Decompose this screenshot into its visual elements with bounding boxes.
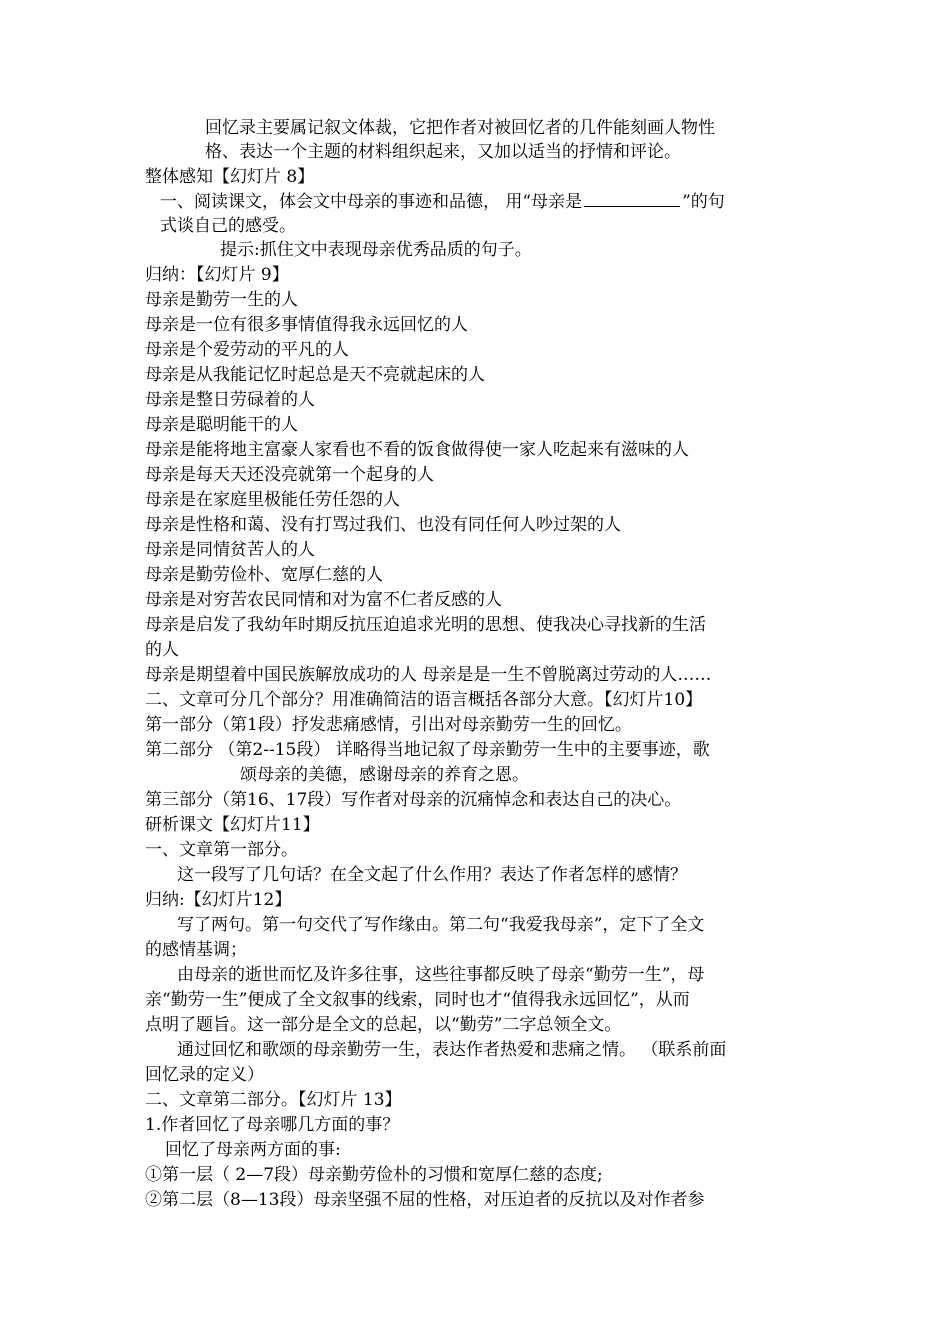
- list-item: 母亲是整日劳碌着的人: [145, 390, 315, 410]
- list-item: 母亲是启发了我幼年时期反抗压迫追求光明的思想、使我决心寻找新的生活: [145, 615, 706, 635]
- question-line: [160, 189, 725, 214]
- list-item-continued: 的人: [145, 640, 179, 660]
- layer-one: ①第一层（ 2—7段）母亲勤劳俭朴的习惯和宽厚仁慈的态度;: [145, 1165, 603, 1185]
- fill-blank: [584, 189, 680, 207]
- paragraph-line: 通过回忆和歌颂的母亲勤劳一生，表达作者热爱和悲痛之情。 （联系前面: [177, 1040, 727, 1060]
- paragraph-line: 由母亲的逝世而忆及许多往事，这些往事都反映了母亲“勤劳一生”，母: [177, 965, 705, 985]
- list-item: 母亲是勤劳俭朴、宽厚仁慈的人: [145, 565, 383, 585]
- part-two: 第二部分 （第2--15段） 详略得当地记叙了母亲勤劳一生中的主要事迹，歌: [145, 740, 710, 760]
- text-line: 格、表达一个主题的材料组织起来，又加以适当的抒情和评论。: [205, 142, 681, 162]
- list-item: 母亲是性格和蔼、没有打骂过我们、也没有同任何人吵过架的人: [145, 515, 621, 535]
- question-line: 这一段写了几句话？在全文起了什么作用？表达了作者怎样的感情？: [177, 865, 687, 885]
- text-line: 式谈自己的感受。: [160, 216, 296, 236]
- list-item: 母亲是从我能记忆时起总是天不亮就起床的人: [145, 365, 485, 385]
- part-two-continued: 颂母亲的美德，感谢母亲的养育之恩。: [240, 765, 529, 785]
- layer-two: ②第二层（8—13段）母亲坚强不屈的性格，对压迫者的反抗以及对作者参: [145, 1190, 705, 1210]
- question-heading: 二、文章可分几个部分？用准确简洁的语言概括各部分大意。【幻灯片10】: [145, 690, 703, 710]
- answer-line: 回忆了母亲两方面的事:: [165, 1140, 341, 1160]
- list-item: 母亲是聪明能干的人: [145, 415, 298, 435]
- paragraph-line: 点明了题旨。这一部分是全文的总起，以“勤劳”二字总领全文。: [145, 1015, 622, 1035]
- summary-heading: 归纳：【幻灯片 9】: [145, 265, 289, 285]
- question-text-end: ”的句: [682, 192, 725, 212]
- text-line: 回忆录主要属记叙文体裁，它把作者对被回忆者的几件能刻画人物性: [205, 118, 715, 138]
- list-item: 母亲是勤劳一生的人: [145, 290, 298, 310]
- summary-heading: 归纳:【幻灯片12】: [145, 890, 292, 910]
- part-one: 第一部分（第1段）抒发悲痛感情，引出对母亲勤劳一生的回忆。: [145, 715, 632, 735]
- part-three: 第三部分（第16、17段）写作者对母亲的沉痛悼念和表达自己的决心。: [145, 790, 682, 810]
- question-line: 1.作者回忆了母亲哪几方面的事？: [145, 1115, 400, 1135]
- list-item: 母亲是一位有很多事情值得我永远回忆的人: [145, 315, 468, 335]
- section-heading: 研析课文【幻灯片11】: [145, 815, 320, 835]
- list-item: 母亲是对穷苦农民同情和对为富不仁者反感的人: [145, 590, 502, 610]
- subsection-heading: 一、文章第一部分。: [145, 840, 298, 860]
- paragraph-line: 写了两句。第一句交代了写作缘由。第二句“我爱我母亲”，定下了全文: [177, 915, 705, 935]
- list-item: 母亲是在家庭里极能任劳任怨的人: [145, 490, 400, 510]
- section-heading: 整体感知【幻灯片 8】: [145, 167, 315, 187]
- question-text: 一、阅读课文，体会文中母亲的事迹和品德， 用“母亲是: [160, 192, 583, 212]
- paragraph-line: 亲“勤劳一生”便成了全文叙事的线索，同时也才“值得我永远回忆”，从而: [145, 990, 690, 1010]
- list-item: 母亲是个爱劳动的平凡的人: [145, 340, 349, 360]
- list-item: 母亲是每天天还没亮就第一个起身的人: [145, 465, 434, 485]
- paragraph-line: 回忆录的定义）: [145, 1065, 264, 1085]
- list-item: 母亲是能将地主富豪人家看也不看的饭食做得使一家人吃起来有滋味的人: [145, 440, 689, 460]
- list-item: 母亲是期望着中国民族解放成功的人 母亲是是一生不曾脱离过劳动的人……: [145, 665, 712, 685]
- list-item: 母亲是同情贫苦人的人: [145, 540, 315, 560]
- subsection-heading: 二、文章第二部分。【幻灯片 13】: [145, 1090, 402, 1110]
- hint-line: 提示:抓住文中表现母亲优秀品质的句子。: [220, 240, 532, 260]
- paragraph-line: 的感情基调；: [145, 940, 247, 960]
